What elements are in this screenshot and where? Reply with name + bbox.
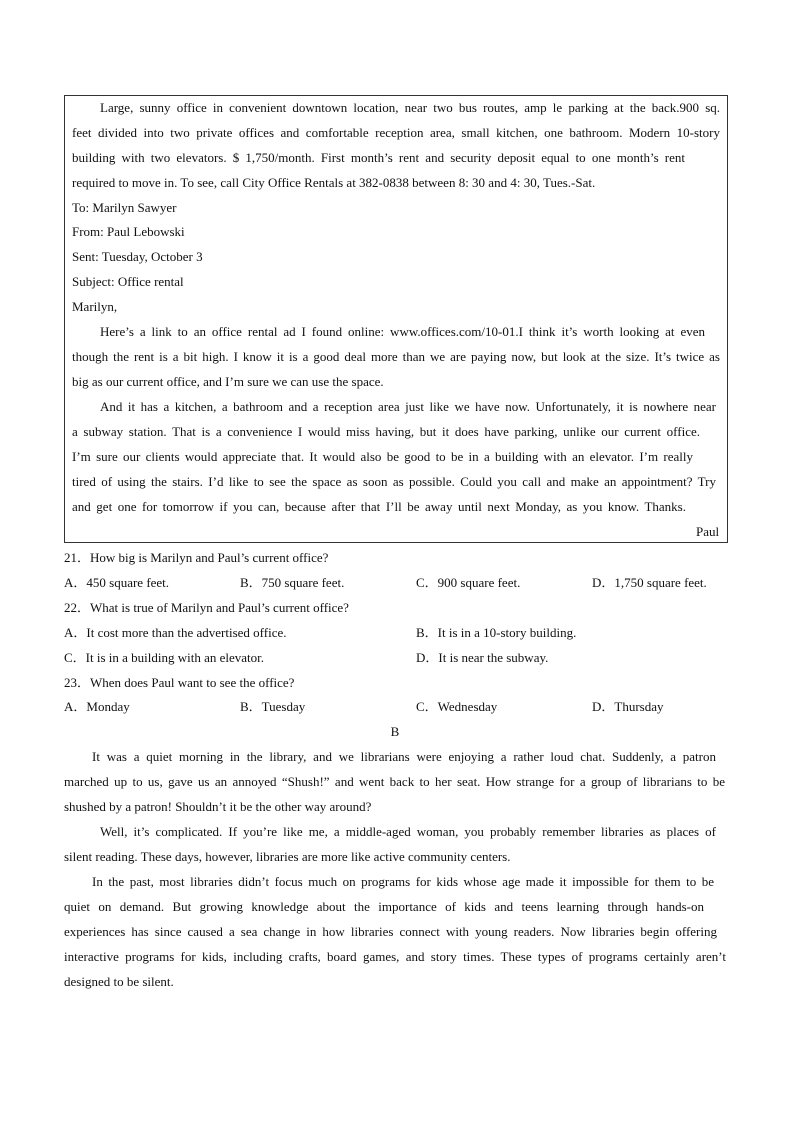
email-sent: Sent: Tuesday, October 3 bbox=[72, 249, 203, 264]
passage-b-line: experiences has since caused a sea change in how libraries connect with young readers. Now libraries begin offering bbox=[64, 924, 717, 939]
passage-b-line: silent reading. These days, however, libraries are more like active community centers. bbox=[64, 849, 511, 864]
answer-option: B．750 square feet. bbox=[240, 575, 345, 590]
email-subject: Subject: Office rental bbox=[72, 274, 184, 289]
answer-option: A．450 square feet. bbox=[64, 575, 170, 590]
passage-b-line: Well, it’s complicated. If you’re like me, a middle-aged woman, you probably remember libraries as places of bbox=[100, 824, 716, 839]
passage-b-line: It was a quiet morning in the library, and we librarians were enjoying a rather loud chat. Suddenly, a patron bbox=[92, 749, 716, 764]
passage-b-line: marched up to us, gave us an annoyed “Shush!” and went back to her seat. How strange for a group of librarians to be bbox=[64, 774, 725, 789]
passage-b-line: interactive programs for kids, including crafts, board games, and story times. These types of programs certainly aren’t bbox=[64, 949, 726, 964]
ad-line: required to move in. To see, call City Office Rentals at 382-0838 between 8: 30 and 4: 30, Tues.-Sat. bbox=[72, 175, 596, 190]
ad-line: feet divided into two private offices and comfortable reception area, small kitchen, one bathroom. Modern 10-story bbox=[72, 125, 720, 140]
email-signature: Paul bbox=[696, 524, 720, 539]
ad-line: Large, sunny office in convenient downtown location, near two bus routes, amp le parking at the back.900 sq. bbox=[100, 100, 720, 115]
passage-b-line: In the past, most libraries didn’t focus much on programs for kids whose age made it impossible for them to be bbox=[92, 874, 714, 889]
email-from: From: Paul Lebowski bbox=[72, 224, 185, 239]
answer-option: A．It cost more than the advertised office. bbox=[64, 625, 287, 640]
answer-option: D．1,750 square feet. bbox=[592, 575, 707, 590]
answer-option: C．Wednesday bbox=[416, 699, 498, 714]
email-body-line: a subway station. That is a convenience I would miss having, but it does have parking, unlike our current office. bbox=[72, 424, 700, 439]
email-body-line: and get one for tomorrow if you can, because after that I’ll be away until next Monday, as you know. Thanks. bbox=[72, 499, 686, 514]
email-body-line: I’m sure our clients would appreciate that. It would also be good to be in a building with an elevator. I’m really bbox=[72, 449, 693, 464]
answer-option: A．Monday bbox=[64, 699, 130, 714]
email-body-line: Here’s a link to an office rental ad I found online: www.offices.com/10-01.I think it’s worth looking at even bbox=[100, 324, 705, 339]
answer-option: B．Tuesday bbox=[240, 699, 306, 714]
passage-b-line: shushed by a patron! Shouldn’t it be the other way around? bbox=[64, 799, 372, 814]
answer-option: D．Thursday bbox=[592, 699, 664, 714]
email-body-line: though the rent is a bit high. I know it is a good deal more than we are paying now, but look at the size. It’s twice as bbox=[72, 349, 720, 364]
question-stem: 23．When does Paul want to see the office? bbox=[64, 675, 295, 690]
email-to: To: Marilyn Sawyer bbox=[72, 200, 177, 215]
passage-b-line: quiet on demand. But growing knowledge about the importance of kids and teens learning through hands-on bbox=[64, 899, 704, 914]
answer-option: B．It is in a 10-story building. bbox=[416, 625, 577, 640]
email-body-line: tired of using the stairs. I’d like to see the space as soon as possible. Could you call and make an appointment? Try bbox=[72, 474, 716, 489]
email-body-line: And it has a kitchen, a bathroom and a reception area just like we have now. Unfortunately, it is nowhere near bbox=[100, 399, 716, 414]
question-stem: 22．What is true of Marilyn and Paul’s current office? bbox=[64, 600, 349, 615]
answer-option: C．It is in a building with an elevator. bbox=[64, 650, 265, 665]
answer-option: C．900 square feet. bbox=[416, 575, 521, 590]
question-stem: 21．How big is Marilyn and Paul’s current office? bbox=[64, 550, 329, 565]
answer-option: D．It is near the subway. bbox=[416, 650, 549, 665]
email-greeting: Marilyn, bbox=[72, 299, 118, 314]
ad-line: building with two elevators. $ 1,750/month. First month’s rent and security deposit equal to one month’s rent bbox=[72, 150, 685, 165]
passage-b-line: designed to be silent. bbox=[64, 974, 174, 989]
email-body-line: big as our current office, and I’m sure we can use the space. bbox=[72, 374, 384, 389]
section-label: B bbox=[390, 724, 400, 739]
